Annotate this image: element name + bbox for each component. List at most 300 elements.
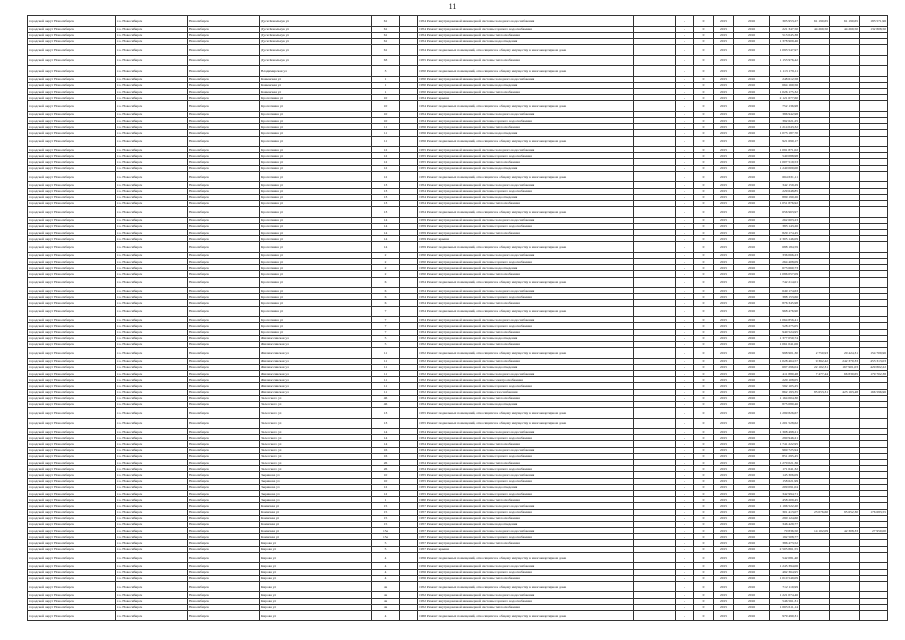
- cell-amount: 1 377 050,74: [770, 335, 800, 341]
- cell-city: г.о. Новосибирск: [116, 288, 188, 294]
- cell-year-from: 2015: [714, 598, 734, 604]
- cell-settlement: Новосибирск: [188, 472, 260, 478]
- cell-dash: -: [676, 377, 694, 383]
- cell-year-to: 2016: [734, 265, 770, 271]
- cell-okrug: городской округ Новосибирск: [28, 453, 116, 459]
- cell-city: г.о. Новосибирск: [116, 497, 188, 503]
- cell-corpus: [400, 552, 418, 563]
- cell-settlement: Новосибирск: [188, 364, 260, 370]
- cell-okrug: городской округ Новосибирск: [28, 377, 116, 383]
- cell-year-to: 2016: [734, 159, 770, 165]
- cell-house: 11: [372, 130, 400, 136]
- cell-street: Кропоткина ул: [260, 288, 372, 294]
- cell-corpus: [400, 207, 418, 218]
- cell-dash: -: [676, 358, 694, 364]
- cell-zero: 0: [694, 604, 714, 610]
- cell-year-from: 2015: [714, 490, 734, 496]
- cell-settlement: Новосибирск: [188, 95, 260, 101]
- cell-settlement: Новосибирск: [188, 223, 260, 229]
- cell-settlement: Новосибирск: [188, 515, 260, 521]
- cell-okrug: городской округ Новосибирск: [28, 401, 116, 407]
- cell-okrug: городской округ Новосибирск: [28, 546, 116, 552]
- cell-year-from: 2015: [714, 401, 734, 407]
- cell-amount: 1 270 021,36: [770, 460, 800, 466]
- cell-year-from: 2015: [714, 188, 734, 194]
- cell-year-from: 2015: [714, 435, 734, 441]
- cell-okrug: городской округ Новосибирск: [28, 95, 116, 101]
- cell-v2: [830, 242, 860, 253]
- register-rows: [28, 16, 888, 621]
- cell-year-to: 2016: [734, 95, 770, 101]
- cell-v1: [800, 55, 830, 66]
- cell-year-to: 2016: [734, 478, 770, 484]
- cell-dash: -: [676, 540, 694, 546]
- cell-corpus: [400, 348, 418, 359]
- cell-city: г.о. Новосибирск: [116, 598, 188, 604]
- cell-settlement: Новосибирск: [188, 521, 260, 527]
- cell-okrug: городской округ Новосибирск: [28, 604, 116, 610]
- cell-year-from: 2015: [714, 540, 734, 546]
- cell-v2: 42 308,33: [830, 528, 860, 534]
- cell-v3: 154 709,96: [860, 348, 888, 359]
- cell-work: 1954 Ремонт внутридомовой инженерной системы холодного водоснабжения: [418, 317, 634, 323]
- cell-amount: 1 007 519,53: [770, 159, 800, 165]
- cell-city: г.о. Новосибирск: [116, 540, 188, 546]
- cell-work: 1954 Ремонт внутридомовой инженерной системы горячего водоснабжения: [418, 466, 634, 472]
- cell-house: 11: [372, 377, 400, 383]
- cell-dash: -: [676, 401, 694, 407]
- cell-amount: 688 184,59: [770, 242, 800, 253]
- cell-amount: 664 160,56: [770, 82, 800, 88]
- cell-house: 26: [372, 460, 400, 466]
- cell-dash: -: [676, 472, 694, 478]
- cell-work: 1954 Ремонт внутридомовой инженерной системы теплоснабжения: [418, 441, 634, 447]
- cell-city: г.о. Новосибирск: [116, 182, 188, 188]
- cell-work: 1950 Ремонт подвальных помещений, относящихся к общему имуществу в многоквартирном доме: [418, 66, 634, 77]
- cell-okrug: городской округ Новосибирск: [28, 45, 116, 56]
- cell-year-from: 2015: [714, 383, 734, 389]
- cell-work: 1955 Ремонт внутридомовой инженерной системы холодного водоснабжения: [418, 147, 634, 153]
- cell-year-to: 2016: [734, 171, 770, 182]
- cell-zero: 0: [694, 277, 714, 288]
- cell-zero: 0: [694, 147, 714, 153]
- cell-settlement: Новосибирск: [188, 335, 260, 341]
- cell-amount: 1 214 043,32: [770, 124, 800, 130]
- cell-street: Кропоткина ул: [260, 194, 372, 200]
- cell-house: 14: [372, 441, 400, 447]
- cell-work: 1954 Ремонт подвальных помещений, относящихся к общему имуществу в многоквартирном доме: [418, 101, 634, 112]
- cell-v3: [860, 408, 888, 419]
- cell-year-from: 2015: [714, 223, 734, 229]
- cell-okrug: городской округ Новосибирск: [28, 136, 116, 147]
- cell-amount: 171 641,32: [770, 466, 800, 472]
- cell-dash: -: [676, 503, 694, 509]
- cell-city: г.о. Новосибирск: [116, 101, 188, 112]
- cell-year-to: 2016: [734, 130, 770, 136]
- cell-settlement: Новосибирск: [188, 171, 260, 182]
- cell-year-to: 2016: [734, 490, 770, 496]
- cell-amount: 542 081,40: [770, 552, 800, 563]
- cell-house: 14: [372, 223, 400, 229]
- cell-year-from: 2015: [714, 95, 734, 101]
- cell-dash: -: [676, 604, 694, 610]
- cell-corpus: [400, 408, 418, 419]
- cell-zero: 0: [694, 200, 714, 206]
- cell-house: 61: [372, 32, 400, 38]
- cell-settlement: Новосибирск: [188, 26, 260, 32]
- cell-v2: 167 901,03: [830, 364, 860, 370]
- cell-v1: 44 269,50: [800, 26, 830, 32]
- cell-house: 10: [372, 118, 400, 124]
- cell-dash: -: [676, 259, 694, 265]
- cell-dash: -: [676, 575, 694, 581]
- cell-street: Кропоткина ул: [260, 165, 372, 171]
- cell-street: Залесского ул: [260, 401, 372, 407]
- cell-dash: -: [676, 200, 694, 206]
- cell-zero: 0: [694, 82, 714, 88]
- cell-v2: [830, 101, 860, 112]
- cell-settlement: Новосибирск: [188, 610, 260, 621]
- cell-year-to: 2016: [734, 188, 770, 194]
- cell-amount: 346 429,77: [770, 521, 800, 527]
- cell-dash: -: [676, 509, 694, 515]
- cell-zero: 0: [694, 188, 714, 194]
- cell-year-from: 2015: [714, 395, 734, 401]
- cell-work: 1954 Ремонт подвальных помещений, относящихся к общему имуществу в многоквартирном доме: [418, 207, 634, 218]
- cell-okrug: городской округ Новосибирск: [28, 124, 116, 130]
- cell-dash: -: [676, 429, 694, 435]
- cell-dash: -: [676, 341, 694, 347]
- cell-house: 12: [372, 153, 400, 159]
- cell-street: Владимирская ул: [260, 66, 372, 77]
- cell-city: г.о. Новосибирск: [116, 265, 188, 271]
- cell-street: Кропоткина ул: [260, 259, 372, 265]
- cell-okrug: городской округ Новосибирск: [28, 348, 116, 359]
- cell-street: Кирова ул: [260, 604, 372, 610]
- cell-v1: [800, 101, 830, 112]
- register-table: [27, 15, 888, 621]
- cell-settlement: Новосибирск: [188, 592, 260, 598]
- cell-zero: 0: [694, 229, 714, 235]
- cell-year-to: 2016: [734, 389, 770, 395]
- cell-corpus: [400, 581, 418, 592]
- cell-work: 1952 Ремонт внутридомовой инженерной системы теплоснабжения: [418, 604, 634, 610]
- cell-year-to: 2016: [734, 563, 770, 569]
- cell-amount: 742 214,01: [770, 277, 800, 288]
- cell-house: 6: [372, 288, 400, 294]
- cell-v1: [800, 610, 830, 621]
- cell-year-from: 2015: [714, 171, 734, 182]
- cell-work: 1954 Ремонт внутридомовой инженерной системы горячего водоснабжения: [418, 323, 634, 329]
- cell-settlement: Новосибирск: [188, 130, 260, 136]
- cell-work: 1956 Ремонт внутридомовой инженерной системы водоотведения: [418, 130, 634, 136]
- cell-city: г.о. Новосибирск: [116, 306, 188, 317]
- cell-city: г.о. Новосибирск: [116, 329, 188, 335]
- cell-zero: 0: [694, 575, 714, 581]
- cell-city: г.о. Новосибирск: [116, 575, 188, 581]
- cell-street: Кропоткина ул: [260, 182, 372, 188]
- cell-house: 14: [372, 429, 400, 435]
- cell-zero: 0: [694, 348, 714, 359]
- cell-work: 1950 Ремонт внутридомовой инженерной системы теплоснабжения: [418, 88, 634, 94]
- cell-okrug: городской округ Новосибирск: [28, 223, 116, 229]
- cell-blank: [634, 207, 676, 218]
- cell-corpus: [400, 242, 418, 253]
- cell-city: г.о. Новосибирск: [116, 188, 188, 194]
- cell-city: г.о. Новосибирск: [116, 136, 188, 147]
- cell-work: 1956 Ремонт внутридомовой инженерной системы горячего водоснабжения: [418, 569, 634, 575]
- cell-house: 11: [372, 370, 400, 376]
- cell-work: 1956 Ремонт подвальных помещений, относящихся к общему имуществу в многоквартирном доме: [418, 552, 634, 563]
- cell-settlement: Новосибирск: [188, 534, 260, 540]
- cell-year-to: 2016: [734, 242, 770, 253]
- cell-okrug: городской округ Новосибирск: [28, 466, 116, 472]
- cell-work: 1952 Ремонт внутридомовой инженерной системы горячего водоснабжения: [418, 383, 634, 389]
- cell-year-from: 2015: [714, 236, 734, 242]
- cell-amount: 998 901,30: [770, 348, 800, 359]
- cell-house: 4: [372, 569, 400, 575]
- cell-city: г.о. Новосибирск: [116, 466, 188, 472]
- cell-dash: -: [676, 82, 694, 88]
- cell-okrug: городской округ Новосибирск: [28, 484, 116, 490]
- cell-city: г.о. Новосибирск: [116, 38, 188, 44]
- cell-dash: -: [676, 306, 694, 317]
- cell-dash: -: [676, 300, 694, 306]
- cell-year-to: 2016: [734, 377, 770, 383]
- cell-v2: [830, 610, 860, 621]
- cell-blank: [634, 136, 676, 147]
- cell-settlement: Новосибирск: [188, 32, 260, 38]
- cell-house: 6: [372, 294, 400, 300]
- cell-work: 1959 Ремонт крыши: [418, 236, 634, 242]
- cell-amount: 2 305 146,09: [770, 236, 800, 242]
- cell-amount: 1 010 549,09: [770, 575, 800, 581]
- cell-amount: 1 201 528,62: [770, 418, 800, 429]
- cell-work: 1968 Ремонт подвальных помещений, относящихся к общему имуществу в многоквартирном доме: [418, 610, 634, 621]
- cell-v1: [800, 581, 830, 592]
- cell-house: 15а: [372, 534, 400, 540]
- cell-year-from: 2015: [714, 453, 734, 459]
- cell-okrug: городской округ Новосибирск: [28, 88, 116, 94]
- cell-amount: 1 093 547,97: [770, 45, 800, 56]
- cell-amount: 875 080,46: [770, 401, 800, 407]
- cell-year-from: 2015: [714, 515, 734, 521]
- cell-zero: 0: [694, 383, 714, 389]
- cell-v1: [800, 45, 830, 56]
- cell-dash: -: [676, 348, 694, 359]
- cell-settlement: Новосибирск: [188, 16, 260, 27]
- cell-dash: -: [676, 271, 694, 277]
- cell-house: 12: [372, 147, 400, 153]
- cell-street: Дуси Ковальчук ул: [260, 16, 372, 27]
- cell-year-from: 2015: [714, 441, 734, 447]
- cell-street: Кропоткина ул: [260, 323, 372, 329]
- cell-settlement: Новосибирск: [188, 395, 260, 401]
- cell-settlement: Новосибирск: [188, 509, 260, 515]
- cell-year-to: 2016: [734, 118, 770, 124]
- cell-city: г.о. Новосибирск: [116, 377, 188, 383]
- cell-v2: [830, 66, 860, 77]
- page-number: 11: [448, 2, 457, 11]
- cell-okrug: городской округ Новосибирск: [28, 16, 116, 27]
- cell-work: 1955 Ремонт внутридомовой инженерной системы теплоснабжения: [418, 55, 634, 66]
- cell-dash: -: [676, 478, 694, 484]
- cell-v1: 61 190,65: [800, 16, 830, 27]
- cell-amount: 862 193,35: [770, 389, 800, 395]
- cell-year-to: 2016: [734, 395, 770, 401]
- cell-settlement: Новосибирск: [188, 604, 260, 610]
- cell-v3: [860, 171, 888, 182]
- cell-okrug: городской округ Новосибирск: [28, 118, 116, 124]
- cell-street: Кропоткина ул: [260, 124, 372, 130]
- cell-house: 26: [372, 466, 400, 472]
- cell-house: 10: [372, 478, 400, 484]
- cell-settlement: Новосибирск: [188, 341, 260, 347]
- cell-settlement: Новосибирск: [188, 317, 260, 323]
- cell-city: г.о. Новосибирск: [116, 242, 188, 253]
- cell-amount: 1 026 175,32: [770, 88, 800, 94]
- cell-work: 1954 Ремонт внутридомовой инженерной системы горячего водоснабжения: [418, 188, 634, 194]
- cell-dash: -: [676, 581, 694, 592]
- cell-dash: -: [676, 521, 694, 527]
- cell-zero: 0: [694, 300, 714, 306]
- cell-v1: [800, 242, 830, 253]
- cell-zero: 0: [694, 610, 714, 621]
- cell-street: Каинская ул: [260, 528, 372, 534]
- cell-settlement: Новосибирск: [188, 598, 260, 604]
- cell-zero: 0: [694, 389, 714, 395]
- cell-city: г.о. Новосибирск: [116, 26, 188, 32]
- cell-zero: 0: [694, 194, 714, 200]
- cell-amount: 656 963,97: [770, 207, 800, 218]
- cell-city: г.о. Новосибирск: [116, 610, 188, 621]
- cell-house: 13: [372, 408, 400, 419]
- cell-city: г.о. Новосибирск: [116, 563, 188, 569]
- cell-okrug: городской округ Новосибирск: [28, 441, 116, 447]
- cell-dash: -: [676, 55, 694, 66]
- cell-street: Жилмассивская ул: [260, 348, 372, 359]
- cell-year-to: 2016: [734, 581, 770, 592]
- cell-zero: 0: [694, 453, 714, 459]
- cell-year-from: 2015: [714, 252, 734, 258]
- cell-work: 1954 Ремонт крыши: [418, 95, 634, 101]
- cell-v3: [860, 101, 888, 112]
- cell-city: г.о. Новосибирск: [116, 124, 188, 130]
- cell-okrug: городской округ Новосибирск: [28, 200, 116, 206]
- cell-okrug: городской округ Новосибирск: [28, 76, 116, 82]
- cell-house: 5: [372, 546, 400, 552]
- cell-street: Кропоткина ул: [260, 242, 372, 253]
- cell-amount: 899 190,26: [770, 194, 800, 200]
- cell-city: г.о. Новосибирск: [116, 294, 188, 300]
- cell-okrug: городской округ Новосибирск: [28, 408, 116, 419]
- cell-v1: [800, 66, 830, 77]
- cell-year-from: 2015: [714, 329, 734, 335]
- cell-street: Кирова ул: [260, 598, 372, 604]
- cell-house: 12: [372, 490, 400, 496]
- cell-amount: 301 413,07: [770, 509, 800, 515]
- cell-work: 1955 Ремонт внутридомовой инженерной системы теплоснабжения: [418, 159, 634, 165]
- cell-amount: 1 028 464,57: [770, 358, 800, 364]
- cell-settlement: Новосибирск: [188, 271, 260, 277]
- cell-settlement: Новосибирск: [188, 188, 260, 194]
- cell-dash: -: [676, 329, 694, 335]
- cell-okrug: городской округ Новосибирск: [28, 171, 116, 182]
- cell-street: Залесского ул: [260, 460, 372, 466]
- cell-year-to: 2016: [734, 194, 770, 200]
- cell-dash: -: [676, 294, 694, 300]
- cell-corpus: [400, 101, 418, 112]
- cell-city: г.о. Новосибирск: [116, 348, 188, 359]
- cell-amount: 1 064 856,41: [770, 317, 800, 323]
- cell-year-from: 2015: [714, 242, 734, 253]
- cell-okrug: городской округ Новосибирск: [28, 335, 116, 341]
- table-row: [28, 408, 888, 419]
- cell-blank: [634, 552, 676, 563]
- cell-year-from: 2015: [714, 207, 734, 218]
- cell-year-to: 2016: [734, 101, 770, 112]
- cell-street: Кирова ул: [260, 575, 372, 581]
- cell-street: Каменская ул: [260, 82, 372, 88]
- cell-settlement: Новосибирск: [188, 466, 260, 472]
- cell-v3: 166 596,96: [860, 389, 888, 395]
- cell-okrug: городской округ Новосибирск: [28, 271, 116, 277]
- cell-settlement: Новосибирск: [188, 377, 260, 383]
- cell-corpus: [400, 171, 418, 182]
- cell-work: 1954 Ремонт внутридомовой инженерной системы холодного водоснабжения: [418, 447, 634, 453]
- cell-year-to: 2016: [734, 317, 770, 323]
- cell-v3: 132 808,50: [860, 26, 888, 32]
- cell-work: 1955 Ремонт подвальных помещений, относящихся к общему имуществу в многоквартирном доме: [418, 171, 634, 182]
- cell-year-to: 2016: [734, 136, 770, 147]
- cell-street: Кропоткина ул: [260, 130, 372, 136]
- cell-okrug: городской округ Новосибирск: [28, 515, 116, 521]
- cell-year-to: 2016: [734, 418, 770, 429]
- cell-zero: 0: [694, 435, 714, 441]
- cell-year-to: 2016: [734, 364, 770, 370]
- cell-amount: 1 240 000,00: [770, 165, 800, 171]
- cell-year-to: 2016: [734, 82, 770, 88]
- cell-zero: 0: [694, 288, 714, 294]
- cell-okrug: городской округ Новосибирск: [28, 294, 116, 300]
- cell-year-to: 2016: [734, 329, 770, 335]
- cell-city: г.о. Новосибирск: [116, 16, 188, 27]
- cell-dash: -: [676, 408, 694, 419]
- cell-work: 1950 Ремонт внутридомовой инженерной системы водоотведения: [418, 82, 634, 88]
- cell-settlement: Новосибирск: [188, 82, 260, 88]
- cell-year-to: 2016: [734, 271, 770, 277]
- cell-year-to: 2016: [734, 252, 770, 258]
- cell-year-from: 2015: [714, 26, 734, 32]
- cell-dash: -: [676, 38, 694, 44]
- cell-zero: 0: [694, 252, 714, 258]
- cell-street: Кропоткина ул: [260, 95, 372, 101]
- cell-settlement: Новосибирск: [188, 200, 260, 206]
- cell-year-from: 2015: [714, 472, 734, 478]
- cell-city: г.о. Новосибирск: [116, 165, 188, 171]
- cell-work: 1956 Ремонт подвальных помещений, относящихся к общему имуществу в многоквартирном доме: [418, 136, 634, 147]
- cell-amount: 1 741 222,95: [770, 441, 800, 447]
- cell-year-to: 2016: [734, 165, 770, 171]
- cell-amount: 209 091,04: [770, 484, 800, 490]
- cell-okrug: городской округ Новосибирск: [28, 569, 116, 575]
- cell-dash: -: [676, 188, 694, 194]
- cell-year-to: 2016: [734, 300, 770, 306]
- cell-amount: 829 174,45: [770, 229, 800, 235]
- cell-house: 12: [372, 165, 400, 171]
- cell-street: Дуси Ковальчук ул: [260, 32, 372, 38]
- cell-work: 1955 Ремонт внутридомовой инженерной системы горячего водоснабжения: [418, 490, 634, 496]
